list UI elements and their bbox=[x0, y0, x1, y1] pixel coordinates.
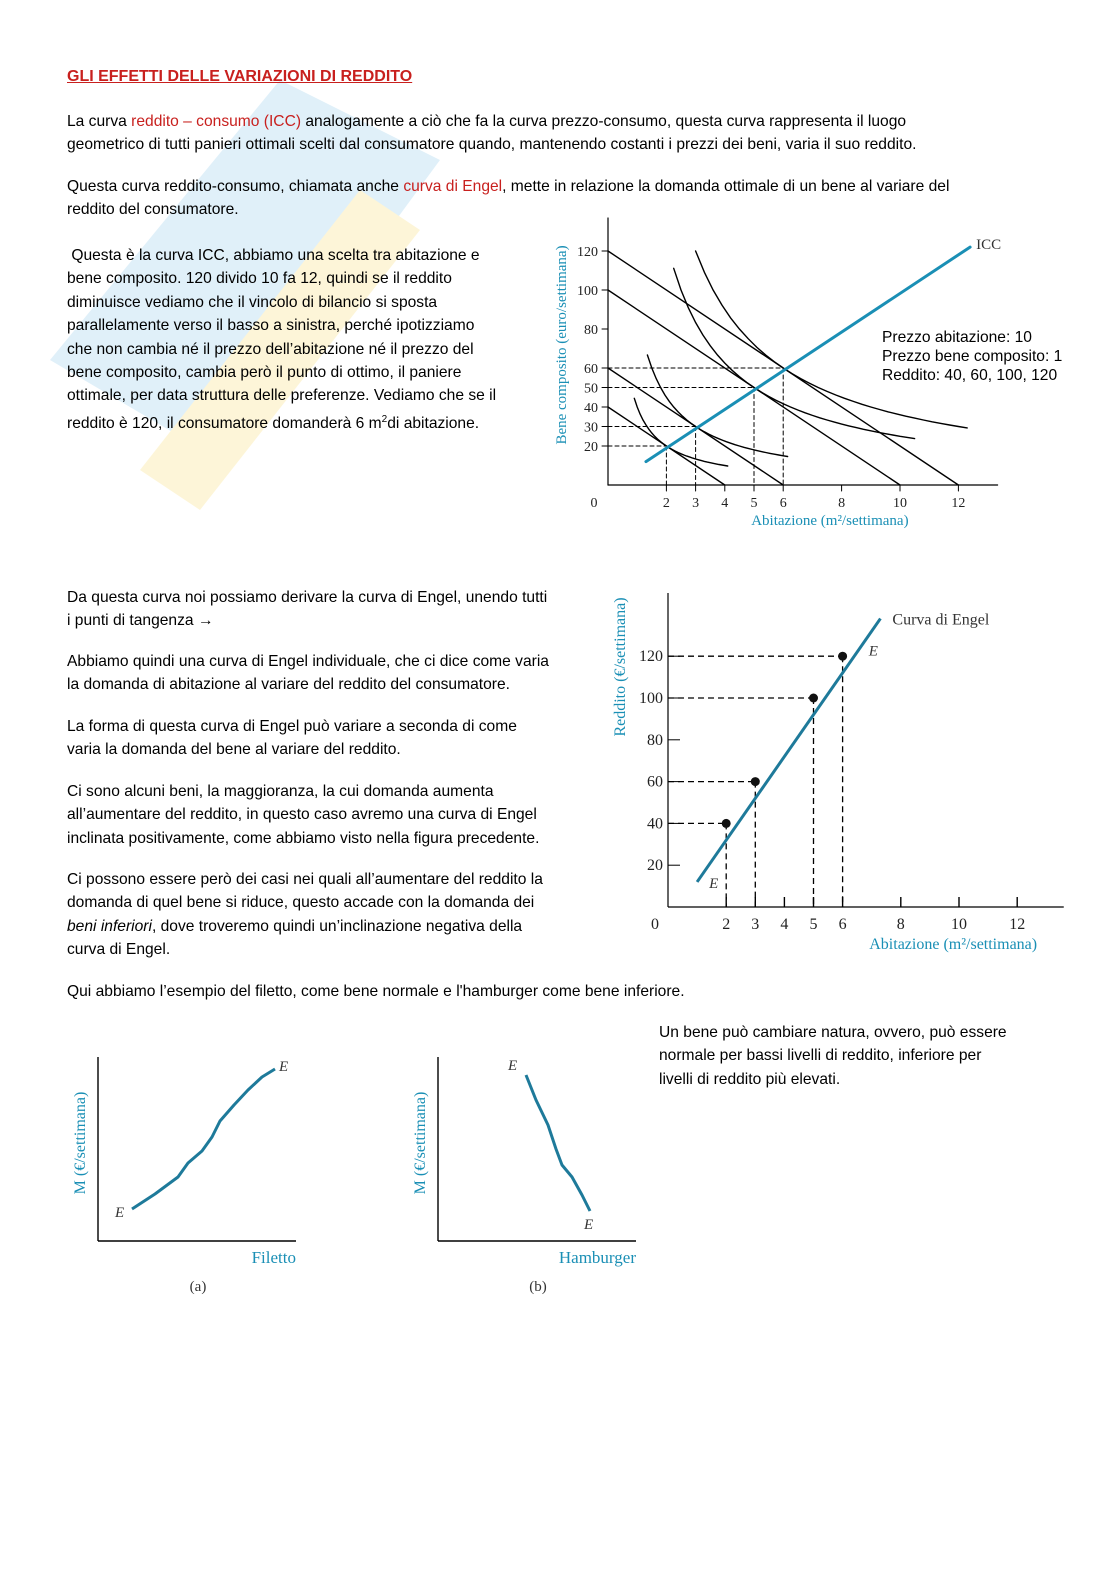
line: bene composito. 120 divido 10 fa 12, quindi se il reddito bbox=[67, 270, 452, 288]
y-tick-label: 60 bbox=[647, 773, 663, 791]
y-tick-label: 80 bbox=[584, 323, 598, 338]
line bbox=[67, 915, 597, 938]
y-tick-label: 120 bbox=[639, 648, 663, 666]
end-label: E bbox=[584, 1217, 594, 1233]
end-label: E bbox=[279, 1059, 289, 1075]
x-tick-label: 3 bbox=[751, 916, 760, 933]
line: inclinata positivamente, come abbiamo visto nella figura precedente. bbox=[67, 829, 540, 847]
line: i punti di tangenza → bbox=[67, 612, 214, 630]
tangency-point bbox=[751, 777, 760, 786]
paragraph-nature-change bbox=[659, 1021, 1079, 1091]
x-tick-label: 8 bbox=[838, 496, 846, 511]
x-tick-label: 4 bbox=[721, 496, 729, 511]
note-line: Reddito: 40, 60, 100, 120 bbox=[882, 367, 1058, 384]
y-tick-label: 80 bbox=[647, 731, 663, 749]
panel-label: (b) bbox=[529, 1279, 547, 1295]
y-tick-label: 100 bbox=[577, 284, 598, 299]
x-tick-label: 10 bbox=[893, 496, 907, 511]
text: reddito del consumatore. bbox=[67, 201, 239, 219]
x-tick-label: 5 bbox=[809, 916, 818, 933]
x-tick-label: 12 bbox=[951, 496, 966, 511]
end-label: E bbox=[115, 1205, 125, 1221]
line: diminuisce vediamo che il vincolo di bilancio si sposta bbox=[67, 293, 438, 311]
text: La curva bbox=[67, 113, 132, 130]
note-line: Prezzo abitazione: 10 bbox=[882, 329, 1032, 346]
term-engel: curva di Engel bbox=[403, 178, 503, 195]
text: reddito è 120, il consumatore domanderà 6 m bbox=[67, 415, 382, 433]
y-tick-label: 20 bbox=[584, 440, 598, 455]
engel-curve bbox=[526, 1075, 590, 1211]
y-axis-label: M (€/settimana) bbox=[412, 1091, 429, 1195]
y-tick-label: 40 bbox=[584, 401, 598, 416]
line: che non cambia né il prezzo dell’abitazione né il prezzo del bbox=[67, 340, 474, 358]
paragraph-individual-engel bbox=[67, 650, 597, 697]
x-tick-label: 0 bbox=[651, 916, 659, 933]
y-axis-label: M (€/settimana) bbox=[72, 1091, 89, 1195]
paragraph-engel-derivation bbox=[67, 586, 597, 633]
x-tick-label: 12 bbox=[1009, 916, 1026, 933]
line: Un bene può cambiare natura, ovvero, può essere bbox=[659, 1024, 1007, 1041]
end-label: E bbox=[868, 643, 878, 660]
paragraph-examples: Qui abbiamo l’esempio del filetto, come bene normale e l'hamburger come bene inferiore. bbox=[67, 983, 685, 1000]
y-axis-label: Bene composito (euro/settimana) bbox=[554, 245, 570, 445]
x-tick-label: 2 bbox=[662, 496, 670, 511]
line: la domanda di abitazione al variare del reddito del consumatore. bbox=[67, 676, 510, 694]
icc-line bbox=[646, 247, 970, 462]
x-tick-label: 2 bbox=[722, 916, 731, 933]
paragraph-engel-shape bbox=[67, 715, 597, 762]
line: livelli di reddito più elevati. bbox=[659, 1070, 841, 1088]
engel-line bbox=[697, 619, 880, 882]
line: Abbiamo quindi una curva di Engel individuale, che ci dice come varia bbox=[67, 653, 549, 670]
x-tick-label: 10 bbox=[951, 916, 967, 933]
line: Questa è la curva ICC, abbiamo una scelta tra abitazione e bbox=[67, 247, 480, 264]
x-axis-label: Hamburger bbox=[558, 1248, 636, 1267]
emphasis: beni inferiori bbox=[67, 917, 152, 935]
x-tick-label: 3 bbox=[692, 496, 700, 511]
y-tick-label: 50 bbox=[584, 381, 598, 397]
line: La forma di questa curva di Engel può variare a seconda di come bbox=[67, 718, 517, 735]
text: , dove troveremo quindi un’inclinazione negativa della bbox=[151, 917, 523, 935]
panel-label: (a) bbox=[189, 1279, 207, 1295]
text: di abitazione. bbox=[387, 415, 480, 433]
line: bene composito, cambia però il punto di ottimo, il paniere bbox=[67, 364, 462, 382]
tangency-point bbox=[838, 652, 847, 661]
line: Ci sono alcuni beni, la maggioranza, la cui domanda aumenta bbox=[67, 783, 494, 800]
engel-chart bbox=[600, 585, 1080, 955]
indifference-curve bbox=[674, 268, 915, 438]
tangency-point bbox=[809, 694, 818, 703]
x-axis-label: Abitazione (m²/settimana) bbox=[751, 513, 909, 529]
y-axis-label: Reddito (€/settimana) bbox=[612, 597, 629, 737]
x-tick-label: 0 bbox=[590, 496, 598, 511]
paragraph-icc-intro bbox=[67, 110, 1067, 157]
y-tick-label: 20 bbox=[647, 857, 663, 875]
paragraph-normal-goods bbox=[67, 780, 597, 850]
line: normale per bassi livelli di reddito, inferiore per bbox=[659, 1047, 982, 1065]
filetto-chart bbox=[60, 1045, 320, 1305]
line: Ci possono essere però dei casi nei quali all’aumentare del reddito la bbox=[67, 871, 543, 888]
engel-curve bbox=[132, 1069, 275, 1209]
line: curva di Engel. bbox=[67, 941, 171, 959]
paragraph-inferior-goods bbox=[67, 868, 597, 962]
x-axis-label: Abitazione (m²/settimana) bbox=[869, 936, 1038, 953]
x-tick-label: 6 bbox=[779, 496, 787, 511]
tangency-point bbox=[722, 819, 731, 828]
line bbox=[67, 408, 547, 436]
y-tick-label: 60 bbox=[584, 362, 598, 377]
text: Questa curva reddito-consumo, chiamata anche bbox=[67, 178, 404, 195]
y-tick-label: 40 bbox=[647, 815, 663, 833]
term-icc: reddito – consumo (ICC) bbox=[131, 113, 302, 130]
y-tick-label: 120 bbox=[577, 245, 598, 260]
x-tick-label: 4 bbox=[780, 916, 789, 933]
x-tick-label: 6 bbox=[838, 916, 847, 933]
text: analogamente a ciò che fa la curva prezzo-consumo, questa curva rappresenta il luogo bbox=[301, 113, 907, 130]
curve-label: Curva di Engel bbox=[892, 611, 990, 629]
y-tick-label: 100 bbox=[639, 690, 663, 707]
paragraph-icc-explanation bbox=[67, 244, 547, 435]
end-label: E bbox=[508, 1058, 518, 1074]
line: varia la domanda del bene al variare del reddito. bbox=[67, 741, 401, 759]
y-tick-label: 30 bbox=[584, 420, 598, 436]
icc-chart bbox=[540, 210, 1010, 530]
line: parallelamente verso il basso a sinistra, perché ipotizziamo bbox=[67, 317, 475, 335]
text: geometrico di tutti panieri ottimali scelti dal consumatore quando, mantenendo costanti i prezzi dei beni, varia il suo reddito. bbox=[67, 136, 917, 154]
hamburger-chart bbox=[400, 1045, 660, 1305]
line: ottimale, per data struttura delle preferenze. Vediamo che se il bbox=[67, 387, 497, 405]
line: Da questa curva noi possiamo derivare la curva di Engel, unendo tutti bbox=[67, 589, 548, 606]
page-title: GLI EFFETTI DELLE VARIAZIONI DI REDDITO bbox=[67, 68, 413, 85]
line: all’aumentare del reddito, in questo caso avremo una curva di Engel bbox=[67, 806, 537, 824]
icc-label: ICC bbox=[976, 237, 1002, 254]
line: domanda di quel bene si riduce, questo accade con la domanda dei bbox=[67, 894, 535, 912]
x-axis-label: Filetto bbox=[251, 1248, 296, 1267]
superscript: 2 bbox=[381, 413, 388, 425]
x-tick-label: 8 bbox=[896, 916, 905, 933]
x-tick-label: 5 bbox=[750, 496, 758, 511]
end-label: E bbox=[709, 875, 719, 892]
note-line: Prezzo bene composito: 1 bbox=[882, 348, 1063, 365]
text: , mette in relazione la domanda ottimale di un bene al variare del bbox=[502, 178, 950, 195]
